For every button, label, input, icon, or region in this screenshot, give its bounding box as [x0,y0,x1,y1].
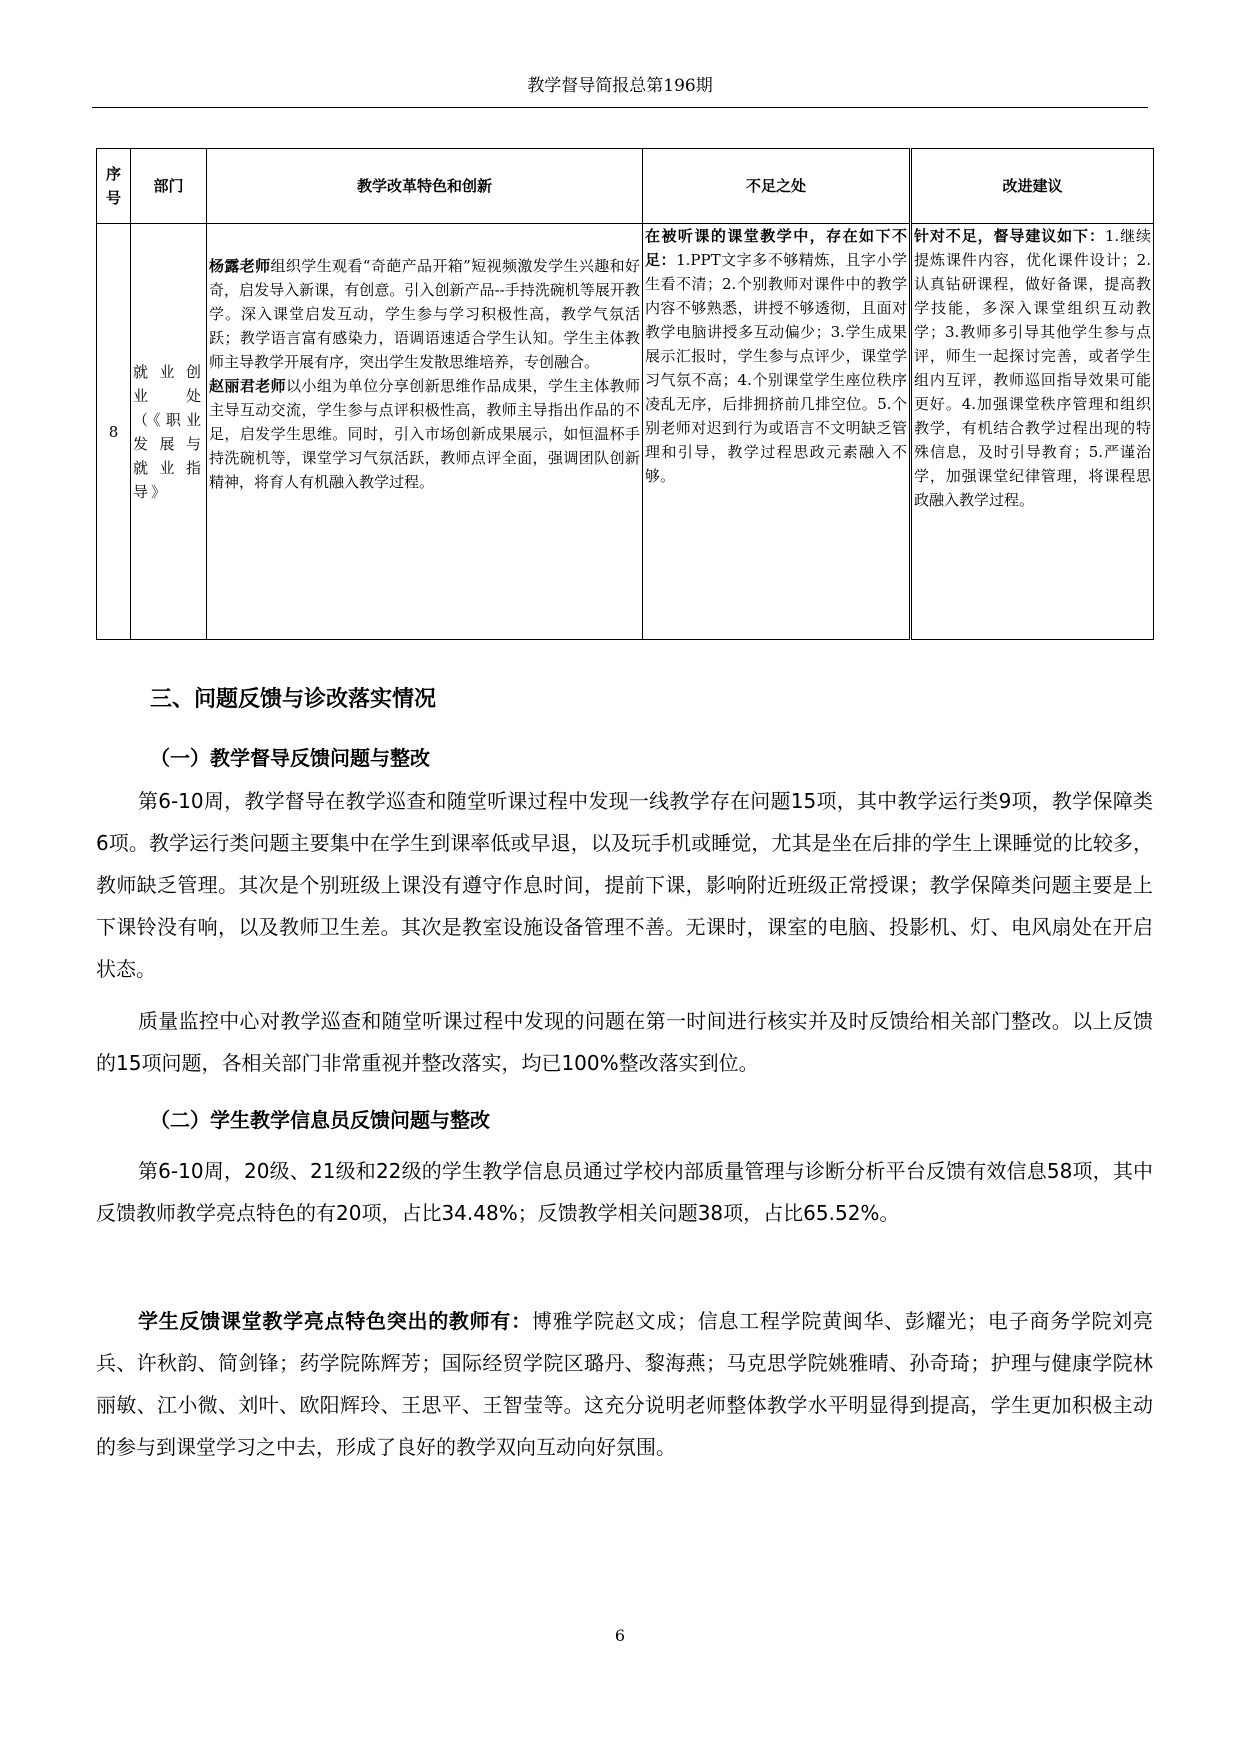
row-shortcomings [643,224,911,640]
row-features [207,224,643,640]
table-row [97,224,1154,640]
row-suggestions [911,224,1154,640]
section-title: 三、问题反馈与诊改落实情况 [150,687,437,712]
paragraph-highlight-teachers [96,1300,1153,1468]
features-text-2: 以小组为单位分享创新思维作品成果，学生主体教师主导互动交流，学生参与点评积极性高，教师主导指出作品的不足，启发学生思维。同时，引入市场创新成果展示，如恒温杯手持洗碗机等，课堂学习气氛活跃，教师点评全面，强调团队创新精神，将育人有机融入教学过程。 [209,377,640,491]
subsection-title-1: （一）教学督导反馈问题与整改 [150,746,430,770]
header-no: 序号 [97,149,131,224]
row-department: 就业创业处（《职业发展与就业指导》 [131,224,207,640]
highlight-lead: 学生反馈课堂教学亮点特色突出的教师有： [138,1309,532,1333]
header-shortcomings: 不足之处 [643,149,911,224]
paragraph-rectification: 质量监控中心对教学巡查和随堂听课过程中发现的问题在第一时间进行核实并及时反馈给相关部门整改。以上反馈的15项问题，各相关部门非常重视并整改落实，均已100%整改落实到位。 [96,1009,1153,1075]
row-number: 8 [97,224,131,640]
teacher-name-1: 杨露老师 [209,257,271,275]
paragraph-student-feedback: 第6-10周，20级、21级和22级的学生教学信息员通过学校内部质量管理与诊断分析平台反馈有效信息58项，其中反馈教师教学亮点特色的有20项，占比34.48%；反馈教学相关问题38项，占比65.52%。 [96,1159,1153,1225]
header-rule [92,107,1148,108]
table-header-row [97,149,1154,224]
header-suggestions: 改进建议 [911,149,1154,224]
page-number: 6 [614,1626,626,1645]
shortcomings-text: 1.PPT文字多不够精炼，且字小学生看不清；2.个别教师对课件中的教学内容不够熟悉，讲授不够透彻，且面对教学电脑讲授多互动偏少；3.学生成果展示汇报时，学生参与点评少，课堂学习气氛不高；4.个别课堂学生座位秩序凌乱无序，后排拥挤前几排空位。5.个别老师对迟到行为或语言不文明缺乏管理和引导，教学过程思政元素融入不够。 [645,251,907,485]
shortcomings-lead: 在被听课的课堂教学中，存在如下不足： [645,227,907,269]
review-table [96,148,1154,640]
features-text-1: 组织学生观看“奇葩产品开箱”短视频激发学生兴趣和好奇，启发导入新课，有创意。引入创新产品--手持洗碗机等展开教学。深入课堂启发互动，学生参与学习积极性高，教学气氛活跃；教学语言富有感染力，语调语速适合学生认知。学生主体教师主导教学开展有序，突出学生发散思维培养，专创融合。 [209,257,640,371]
page-header: 教学督导简报总第196期 [527,76,713,96]
header-dept: 部门 [131,149,207,224]
header-features: 教学改革特色和创新 [207,149,643,224]
highlight-text: 博雅学院赵文成；信息工程学院黄闽华、彭耀光；电子商务学院刘亮兵、许秋韵、简剑锋；药学院陈辉芳；国际经贸学院区璐丹、黎海燕；马克思学院姚雅晴、孙奇琦；护理与健康学院林丽敏、江小微、刘叶、欧阳辉玲、王思平、王智莹等。这充分说明老师整体教学水平明显得到提高，学生更加积极主动的参与到课堂学习之中去，形成了良好的教学双向互动向好氛围。 [96,1309,1154,1459]
paragraph-supervision-issues: 第6-10周，教学督导在教学巡查和随堂听课过程中发现一线教学存在问题15项，其中教学运行类9项，教学保障类6项。教学运行类问题主要集中在学生到课率低或早退，以及玩手机或睡觉，尤其是坐在后排的学生上课睡觉的比较多，教师缺乏管理。其次是个别班级上课没有遵守作息时间，提前下课，影响附近班级正常授课；教学保障类问题主要是上下课铃没有响，以及教师卫生差。其次是教室设施设备管理不善。无课时，课室的电脑、投影机、灯、电风扇处在开启状态。 [96,789,1153,981]
suggestions-lead: 针对不足，督导建议如下： [914,227,1105,245]
suggestions-text: 1.继续提炼课件内容，优化课件设计；2.认真钻研课程，做好备课，提高教学技能，多深入课堂组织互动教学；3.教师多引导其他学生参与点评，师生一起探讨完善，或者学生组内互评，教师巡回指导效果可能更好。4.加强课堂秩序管理和组织教学，有机结合教学过程出现的特殊信息，及时引导教育；5.严谨治学，加强课堂纪律管理，将课程思政融入教学过程。 [914,227,1151,509]
teacher-name-2: 赵丽君老师 [209,377,287,395]
subsection-title-2: （二）学生教学信息员反馈问题与整改 [150,1108,490,1132]
